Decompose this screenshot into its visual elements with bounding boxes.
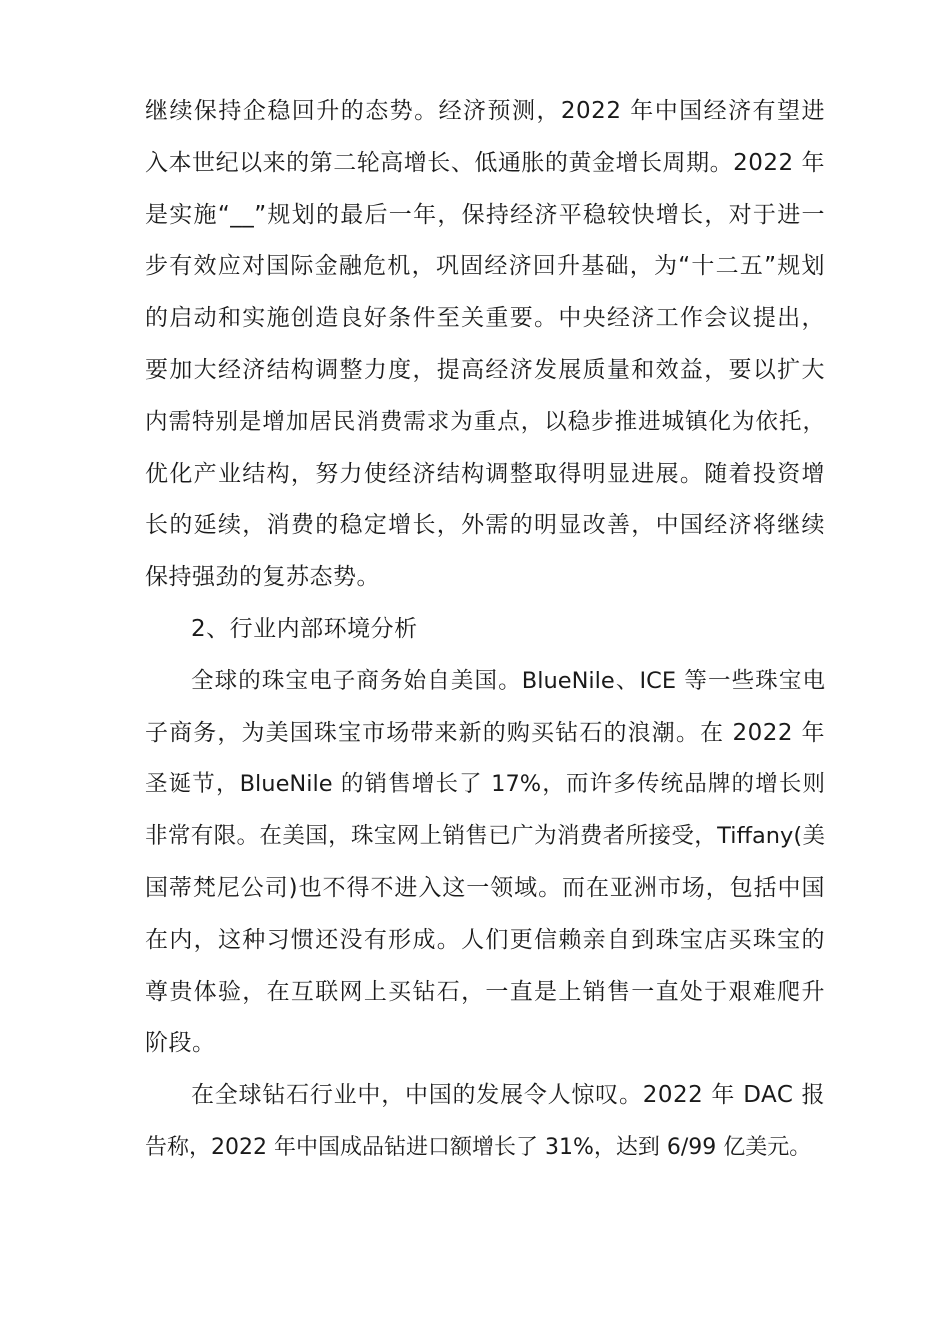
text-line: 步有效应对国际金融危机，巩固经济回升基础，为“十二五”规划 — [145, 253, 825, 280]
text-line: 子商务，为美国珠宝市场带来新的购买钻石的浪潮。在 2022 年 — [145, 719, 825, 746]
text-line: 优化产业结构，努力使经济结构调整取得明显进展。随着投资增 — [145, 460, 825, 487]
text-line: 要加大经济结构调整力度，提高经济发展质量和效益，要以扩大 — [145, 356, 825, 383]
text-line: 阶段。 — [145, 1030, 216, 1057]
text-line: 长的延续，消费的稳定增长，外需的明显改善，中国经济将继续 — [145, 512, 825, 539]
text-line: 圣诞节，BlueNile 的销售增长了 17%，而许多传统品牌的增长则 — [145, 771, 825, 798]
text-line: 继续保持企稳回升的态势。经济预测，2022 年中国经济有望进 — [145, 98, 825, 124]
paragraph-china-diamond-industry — [145, 1070, 825, 1174]
section-heading — [145, 604, 825, 656]
text-line: 保持强劲的复苏态势。 — [145, 564, 380, 591]
text-line: 在内，这种习惯还没有形成。人们更信赖亲自到珠宝店买珠宝的 — [145, 926, 825, 953]
heading-industry-environment: 2、行业内部环境分析 — [191, 615, 418, 642]
text-line: 非常有限。在美国，珠宝网上销售已广为消费者所接受，Tiffany(美 — [145, 823, 825, 850]
text-line: 是实施“__”规划的最后一年，保持经济平稳较快增长，对于进一 — [145, 201, 825, 228]
text-line: 入本世纪以来的第二轮高增长、低通胀的黄金增长周期。2022 年 — [145, 149, 825, 176]
text-line: 全球的珠宝电子商务始自美国。BlueNile、ICE 等一些珠宝电 — [191, 667, 825, 694]
text-line: 的启动和实施创造良好条件至关重要。中央经济工作会议提出， — [145, 305, 825, 332]
text-line: 告称，2022 年中国成品钻进口额增长了 31%，达到 6/99 亿美元。 — [145, 1134, 812, 1160]
document-page — [145, 86, 825, 1174]
text-line: 在全球钻石行业中，中国的发展令人惊叹。2022 年 DAC 报 — [191, 1082, 825, 1109]
paragraph-jewelry-ecommerce — [145, 656, 825, 1070]
text-line: 国蒂梵尼公司)也不得不进入这一领域。而在亚洲市场，包括中国 — [145, 874, 825, 901]
text-line: 尊贵体验，在互联网上买钻石，一直是上销售一直处于艰难爬升 — [145, 978, 825, 1005]
text-line: 内需特别是增加居民消费需求为重点，以稳步推进城镇化为依托， — [145, 408, 825, 435]
paragraph-economic-outlook — [145, 86, 825, 604]
